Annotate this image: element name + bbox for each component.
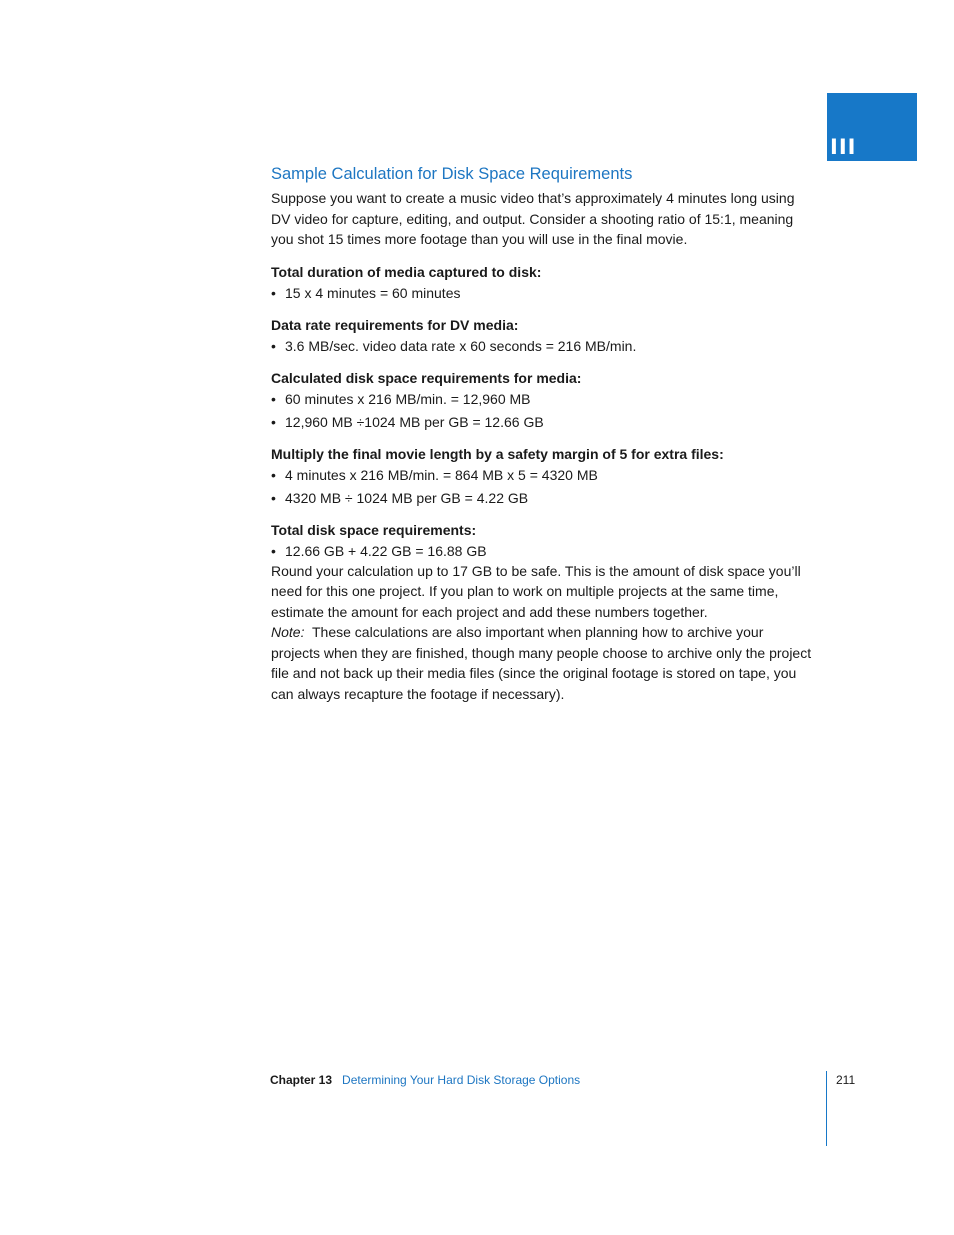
bullet-marker: • bbox=[271, 390, 276, 407]
bullet-marker: • bbox=[271, 466, 276, 483]
group-heading: Data rate requirements for DV media: bbox=[271, 316, 519, 333]
note-label: Note: bbox=[271, 624, 305, 640]
bullet-list bbox=[271, 336, 816, 356]
list-item-text: 12.66 GB + 4.22 GB = 16.88 GB bbox=[285, 542, 487, 559]
list-item-text: 3.6 MB/sec. video data rate x 60 seconds = 216 MB/min. bbox=[285, 337, 637, 354]
footer-chapter: Chapter 13 bbox=[270, 1073, 333, 1087]
part-tab-label: III bbox=[830, 135, 857, 159]
list-item bbox=[271, 412, 816, 432]
group-heading: Total disk space requirements: bbox=[271, 521, 477, 538]
bullet-marker: • bbox=[271, 413, 276, 430]
list-item-text: 4320 MB ÷ 1024 MB per GB = 4.22 GB bbox=[285, 489, 529, 506]
bullet-marker: • bbox=[271, 284, 276, 301]
footer-divider bbox=[826, 1071, 827, 1146]
intro-paragraph: Suppose you want to create a music video that’s approximately 4 minutes long using DV video for capture, editing, and output. Consider a shooting ratio of 15:1, meaning you shot 15 times more footage than you will use in the final movie. bbox=[271, 190, 795, 247]
list-item bbox=[271, 541, 816, 561]
bullet-marker: • bbox=[271, 337, 276, 354]
list-item bbox=[271, 283, 816, 303]
list-item bbox=[271, 389, 816, 409]
calculation-group-duration bbox=[271, 262, 816, 303]
bullet-list bbox=[271, 389, 816, 432]
list-item-text: 15 x 4 minutes = 60 minutes bbox=[285, 284, 461, 301]
part-tab bbox=[827, 93, 917, 161]
section-title: Sample Calculation for Disk Space Requirements bbox=[271, 165, 633, 183]
bullet-marker: • bbox=[271, 542, 276, 559]
page-number: 211 bbox=[836, 1073, 856, 1087]
group-heading: Calculated disk space requirements for media: bbox=[271, 369, 582, 386]
page-content bbox=[271, 163, 816, 704]
list-item bbox=[271, 488, 816, 508]
calculation-group-data-rate bbox=[271, 315, 816, 356]
list-item bbox=[271, 465, 816, 485]
calculation-group-total bbox=[271, 520, 816, 561]
conclusion-paragraph: Round your calculation up to 17 GB to be safe. This is the amount of disk space you’ll need for this one project. If you plan to work on multiple projects at the same time, estimate the amount for each project and add these numbers together. bbox=[271, 562, 801, 620]
list-item-text: 60 minutes x 216 MB/min. = 12,960 MB bbox=[285, 390, 531, 407]
list-item-text: 4 minutes x 216 MB/min. = 864 MB x 5 = 4320 MB bbox=[285, 466, 598, 483]
bullet-list bbox=[271, 283, 816, 303]
calculation-group-safety-margin bbox=[271, 444, 816, 508]
note-text: These calculations are also important when planning how to archive your projects when they are finished, though many people choose to archive only the project file and not back up their media files (since the original footage is stored on tape, you can always recapture the footage if necessary). bbox=[271, 624, 812, 702]
note-paragraph bbox=[271, 622, 816, 704]
list-item bbox=[271, 336, 816, 356]
group-heading: Total duration of media captured to disk: bbox=[271, 263, 542, 280]
page-footer bbox=[270, 1072, 580, 1088]
bullet-list bbox=[271, 541, 816, 561]
calculation-group-media-space bbox=[271, 368, 816, 432]
bullet-marker: • bbox=[271, 489, 276, 506]
group-heading: Multiply the final movie length by a safety margin of 5 for extra files: bbox=[271, 445, 724, 462]
bullet-list bbox=[271, 465, 816, 508]
footer-chapter-title[interactable]: Determining Your Hard Disk Storage Options bbox=[342, 1073, 581, 1087]
list-item-text: 12,960 MB ÷1024 MB per GB = 12.66 GB bbox=[285, 413, 544, 430]
